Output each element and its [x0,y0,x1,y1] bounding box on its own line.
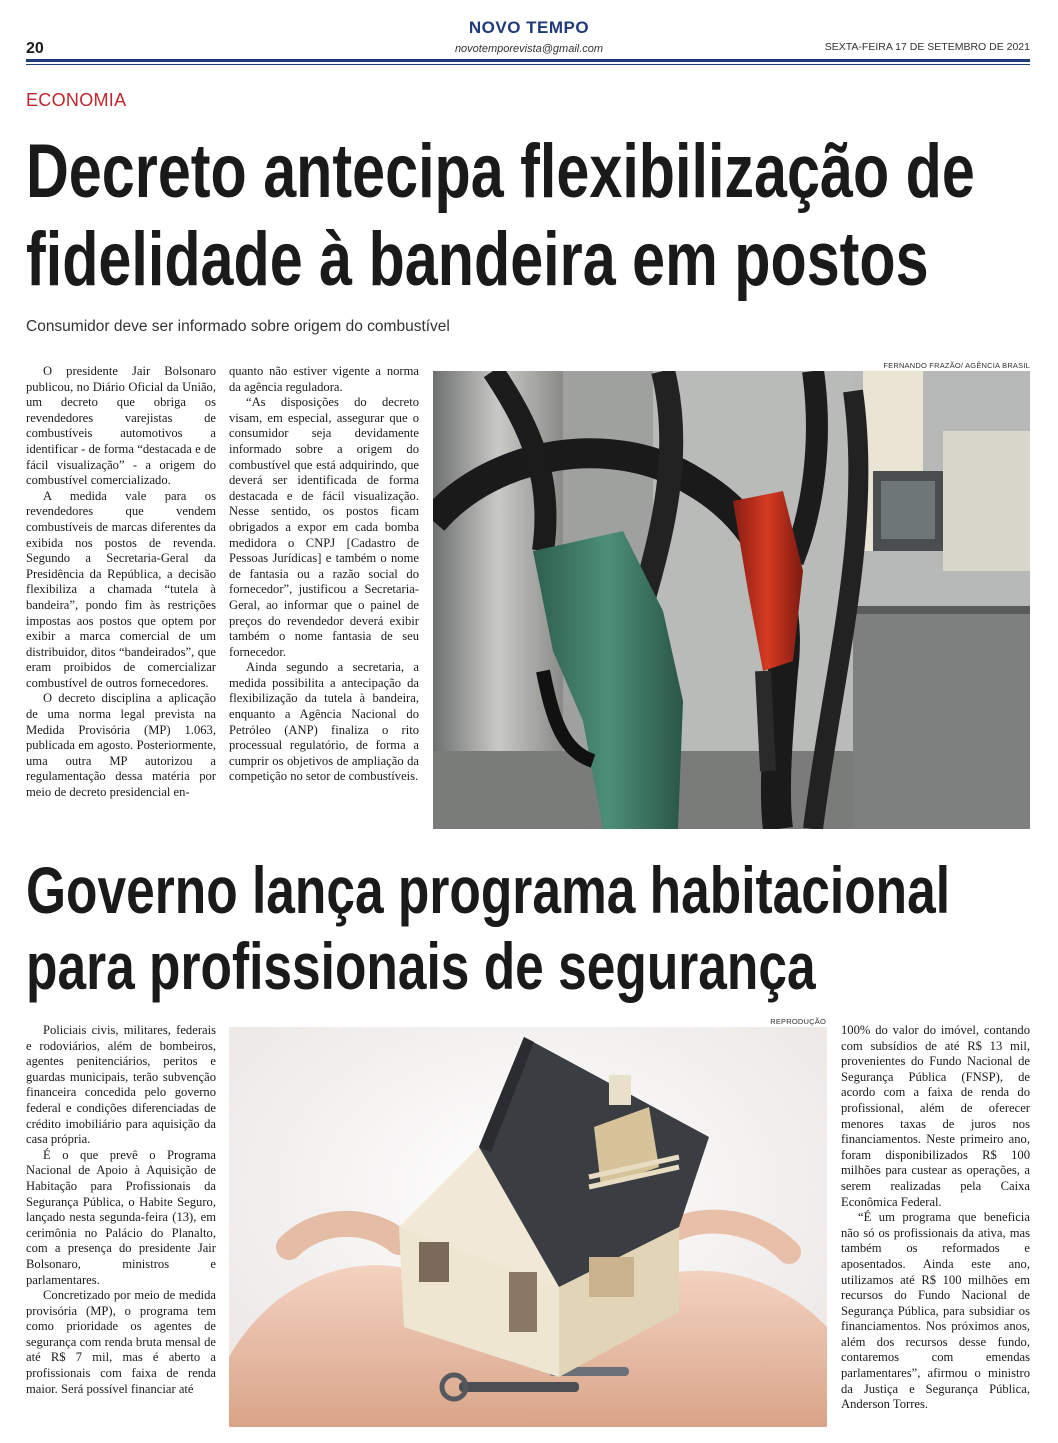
article2-headline [26,852,951,1004]
article2-photo-credit: REPRODUÇÃO [770,1017,826,1026]
page-number: 20 [26,40,44,57]
article2-headline-line2: para profissionais de segurança [26,929,816,1003]
article1-headline-line1: Decreto antecipa flexibilização de [26,129,975,214]
header-rule [26,59,1030,62]
article1-column-1 [26,364,216,801]
article1-paragraph: A medida vale para os revendedores que vendem combustíveis de marcas diferentes da exibida nos postos de revenda. Segundo a Secretaria-Geral da Presidência da República, a decisão flexibiliza a chamada “tutela à bandeira”, pondo fim às restrições impostas aos postos que optem por exibir a marca comercial de um distribuidor, ditos “bandeirados”, que eram proibidos de comercializar combustível de outros fornecedores. [26,488,216,690]
article2-paragraph: “É um programa que beneficia não só os profissionais da ativa, mas também os reformados e aposentados. Ainda este ano, utilizamos até R$ 100 milhões em recursos do Fundo Nacional de Segurança Pública, para subsidiar os financiamentos. Nos próximos anos, além dos recursos desse fundo, contaremos com emendas parlamentares”, afirmou o ministro da Justiça e Segurança Pública, Anderson Torres. [841,1210,1030,1412]
article1-column-2 [229,364,419,785]
fuel-nozzles-image [433,371,1030,829]
article1-headline-line2: fidelidade à bandeira em postos [26,217,929,302]
article2-paragraph: Concretizado por meio de medida provisória (MP), o programa tem como prioridade os agentes de segurança com renda bruta mensal de até R$ 7 mil, mas é aberto a profissionais com faixa de renda maior. Será possível financiar até [26,1288,216,1396]
article2-headline-line1: Governo lança programa habitacional [26,853,951,927]
house-model-image [229,1027,827,1427]
newspaper-email: novotemporevista@gmail.com [454,43,604,55]
article1-subtitle: Consumidor deve ser informado sobre origem do combustível [26,318,450,335]
article1-paragraph: Ainda segundo a secretaria, a medida possibilita a antecipação da flexibilização da tutela à bandeira, enquanto a Agência Nacional do Petróleo (ANP) finaliza o rito processual regulatório, de forma a cumprir os objetivos de ampliação da competição no setor de combustíveis. [229,660,419,784]
article1-paragraph: “As disposições do decreto visam, em especial, assegurar que o consumidor seja devidamente informado sobre a origem do combustível que está adquirindo, que deverá ser identificada de forma destacada e de fácil visualização. Nesse sentido, os postos ficam obrigados a expor em cada bomba medidora o CNPJ [Cadastro de Pessoas Jurídicas] e também o nome de fantasia ou a razão social do fornecedor”, justificou a Secretaria-Geral, ao informar que o painel de preços do revendedor deverá exibir também o nome fantasia de seu fornecedor. [229,395,419,659]
article1-paragraph: O decreto disciplina a aplicação de uma norma legal prevista na Medida Provisória (MP) 1.063, publicada em agosto. Posteriormente, uma outra MP autorizou a regulamentação dessa matéria por meio de decreto presidencial en- [26,691,216,800]
article2-paragraph: Policiais civis, militares, federais e rodoviários, além de bombeiros, agentes penitenciários, peritos e guardas municipais, terão subvenção financeira concedida pelo governo federal e condições diferenciadas de crédito imobiliário para aquisição da casa própria. [26,1023,216,1147]
fuel-pump-photo [433,371,1030,829]
article2-paragraph: É o que prevê o Programa Nacional de Apoio à Aquisição de Habitação para Profissionais da Segurança Pública, o Habite Seguro, lançado nesta segunda-feira (13), em cerimônia no Palácio do Planalto, com a presença do presidente Jair Bolsonaro, ministros e parlamentares. [26,1147,216,1287]
article1-headline [26,128,975,304]
issue-date: SEXTA-FEIRA 17 DE SETEMBRO DE 2021 [824,41,1030,53]
house-keys-photo [229,1027,827,1427]
header-rule-thin [26,64,1030,65]
article1-photo-credit: FERNANDO FRAZÃO/ AGÊNCIA BRASIL [883,361,1030,370]
newspaper-brand: NOVO TEMPO [468,18,590,37]
section-label: ECONOMIA [26,90,127,110]
article1-paragraph: quanto não estiver vigente a norma da agência reguladora. [229,364,419,394]
article1-paragraph: O presidente Jair Bolsonaro publicou, no Diário Oficial da União, um decreto que obriga os revendedores varejistas de combustíveis automotivos a identificar - de forma “destacada e de fácil visualização” - a origem do combustível comercializado. [26,364,216,488]
article2-paragraph: 100% do valor do imóvel, contando com subsídios de até R$ 13 mil, provenientes do Fundo Nacional de Segurança Pública (FNSP), de acordo com a faixa de renda do profissional, além de oferecer menores taxas de juros nos financiamentos. Neste primeiro ano, foram disponibilizados R$ 100 milhões para custear as operações, a serem realizadas pela Caixa Econômica Federal. [841,1023,1030,1209]
article2-column-2 [841,1023,1030,1413]
article2-column-1 [26,1023,216,1397]
